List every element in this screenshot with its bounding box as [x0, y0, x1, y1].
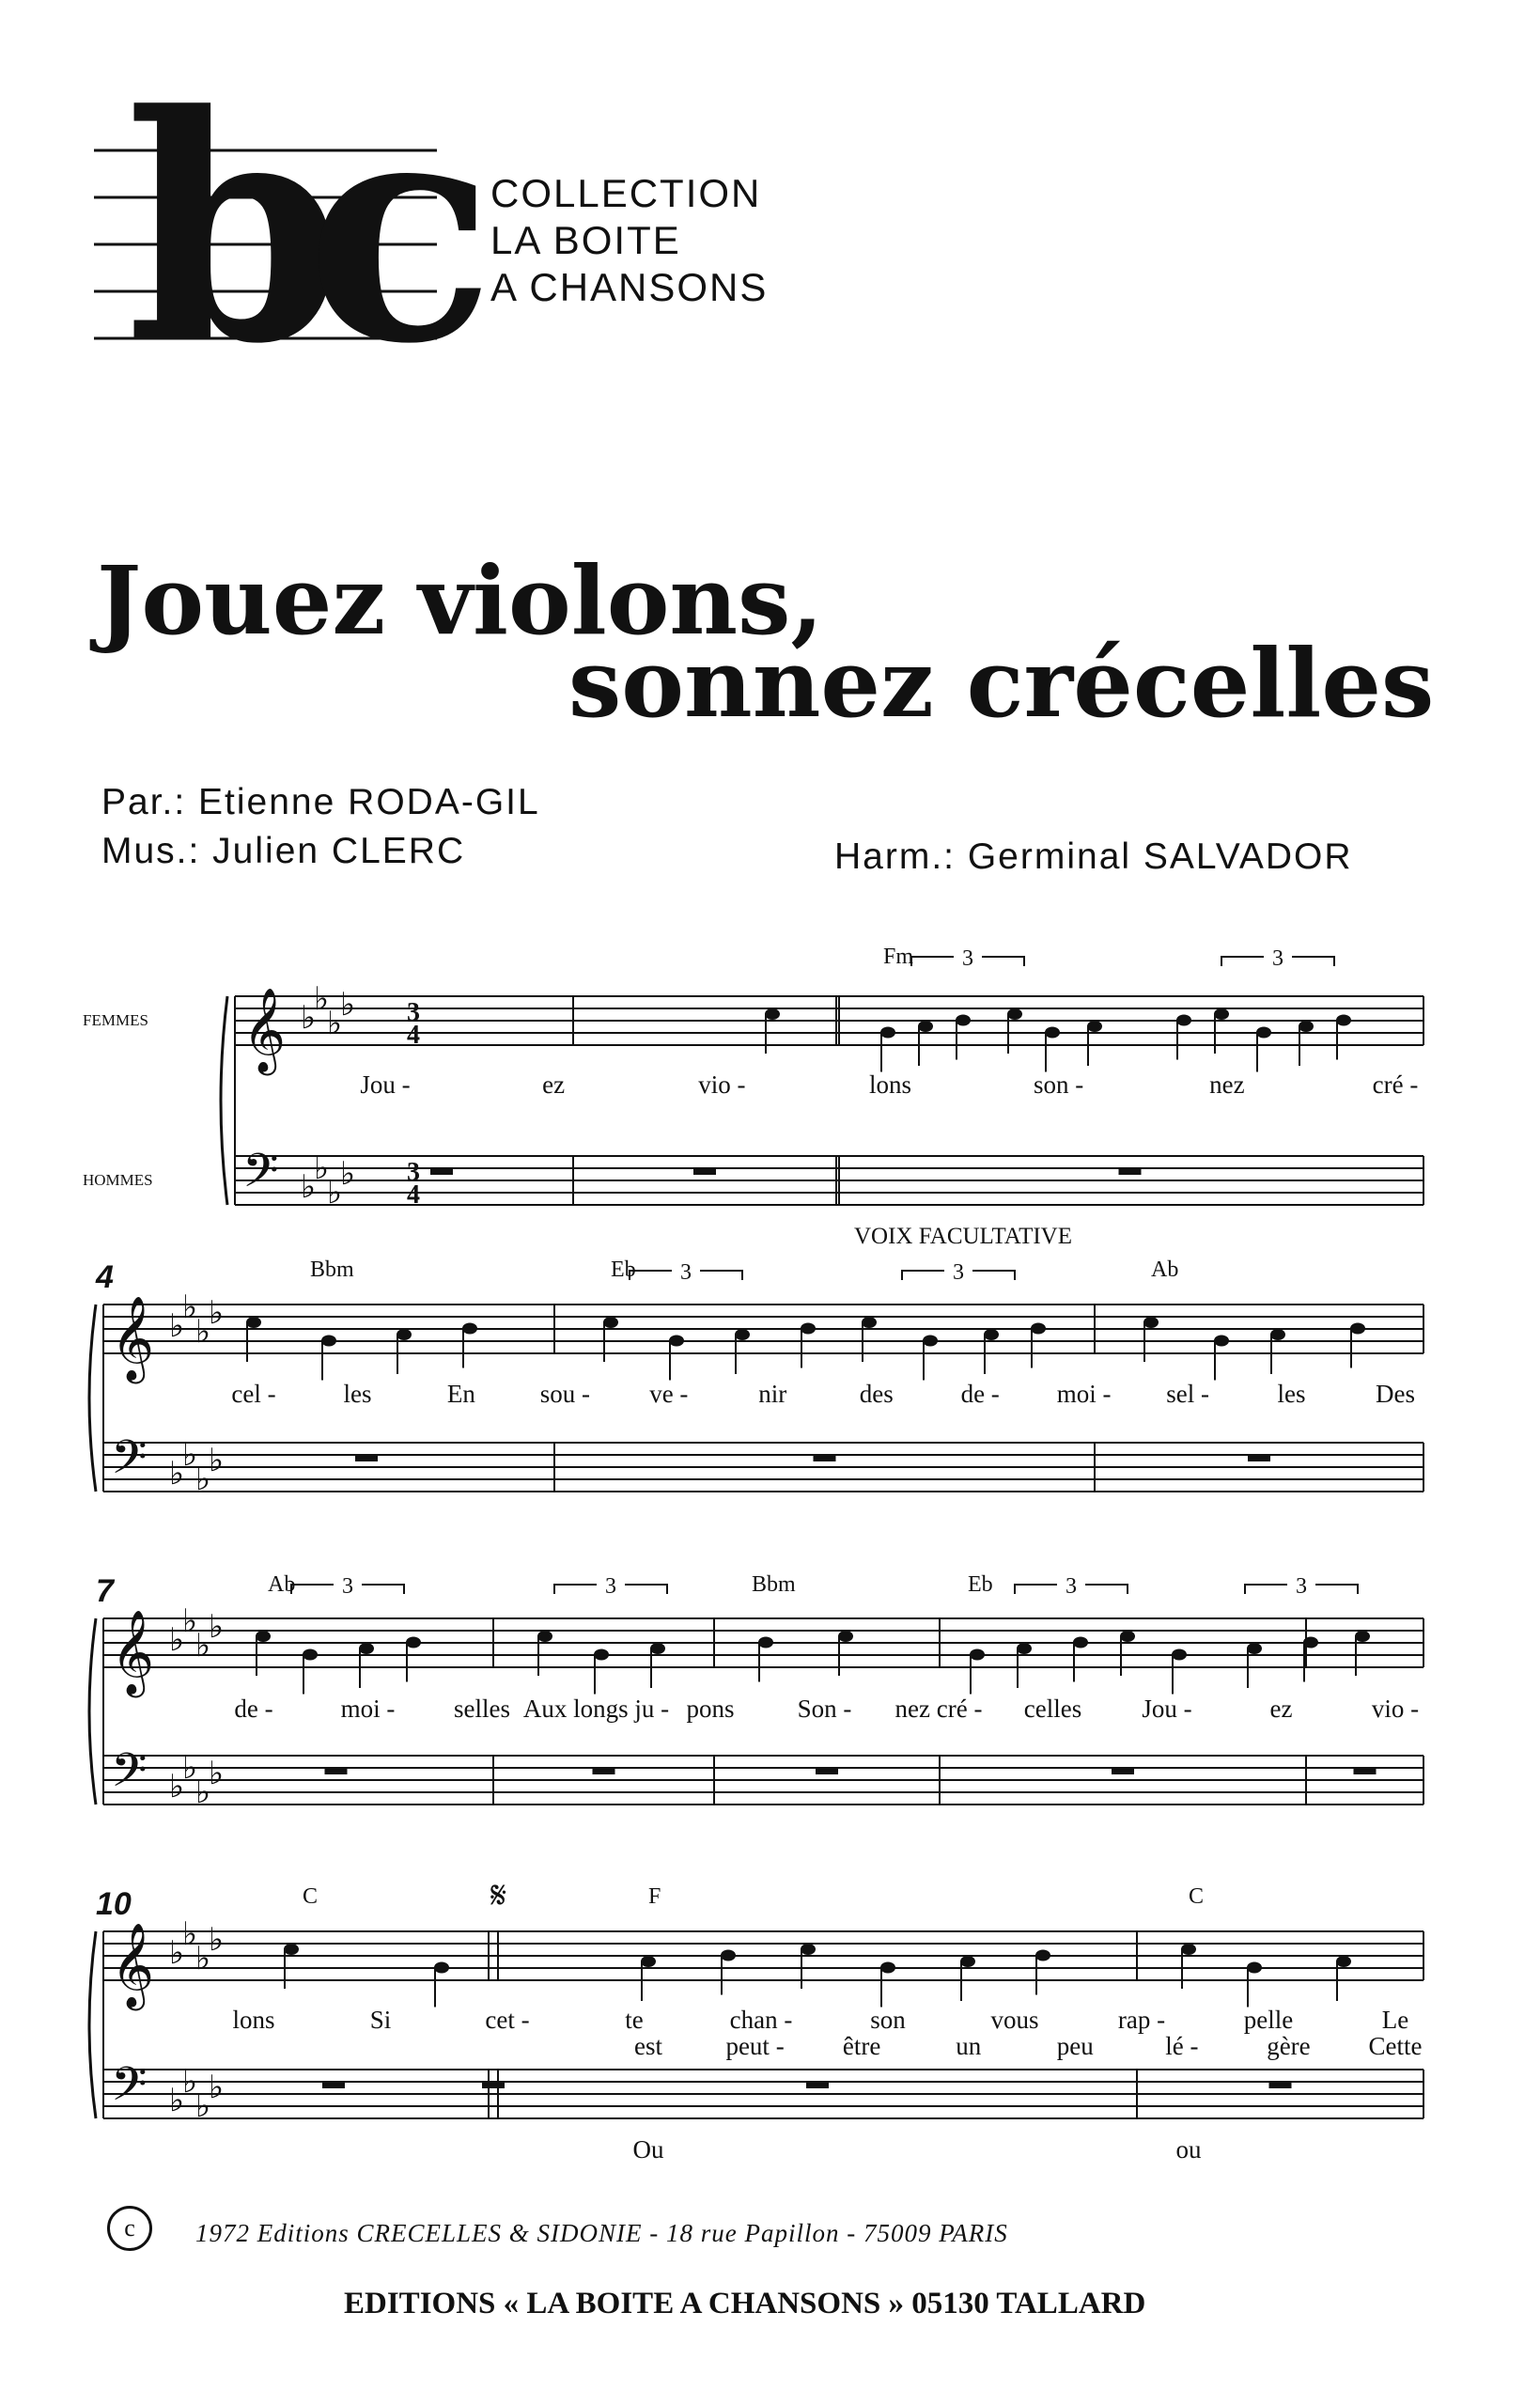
- notehead: [880, 1962, 895, 1974]
- whole-rest: [1354, 1768, 1377, 1774]
- notehead: [359, 1643, 374, 1654]
- lyric-syllable: selles: [454, 1695, 510, 1723]
- lyric-syllable: sou -: [539, 1380, 590, 1408]
- arranger-credit: Harm.: Germinal SALVADOR: [834, 836, 1353, 877]
- notehead: [1336, 1015, 1351, 1026]
- notehead: [321, 1336, 336, 1347]
- whole-rest: [816, 1768, 838, 1774]
- notehead: [603, 1317, 618, 1328]
- chord-symbol: Bbm: [752, 1572, 796, 1597]
- lyric-syllable: les: [343, 1380, 372, 1408]
- chord-symbol: F: [648, 1884, 661, 1909]
- notehead: [1172, 1649, 1187, 1661]
- lyric-syllable: Son -: [797, 1695, 852, 1723]
- lyric-syllable: nez cré -: [894, 1695, 983, 1723]
- notehead: [1214, 1336, 1229, 1347]
- measure-number: 4: [96, 1259, 114, 1295]
- lyric-syllable: nez: [1209, 1070, 1245, 1099]
- notehead: [801, 1323, 816, 1335]
- lyricist-credit: Par.: Etienne RODA-GIL: [101, 782, 540, 822]
- bass-clef-icon: 𝄢: [111, 1430, 148, 1496]
- bass-staff: [103, 1756, 1423, 1804]
- music-score: [0, 921, 1540, 2218]
- chord-symbol: C: [303, 1884, 319, 1909]
- lyric-syllable: vous: [990, 2006, 1039, 2034]
- treble-clef-icon: 𝄞: [111, 1610, 155, 1695]
- notehead: [641, 1956, 656, 1967]
- measure-number: 7: [96, 1573, 114, 1609]
- lyric-syllable-alt: lé -: [1165, 2032, 1199, 2060]
- lyric-syllable: pelle: [1243, 2006, 1294, 2034]
- flat-icon: ♭: [209, 2069, 225, 2106]
- lyric-syllable-alt: peut -: [725, 2032, 785, 2060]
- whole-rest: [325, 1768, 348, 1774]
- notehead: [650, 1643, 665, 1654]
- flat-icon: ♭: [327, 1005, 343, 1042]
- notehead: [1143, 1317, 1159, 1328]
- whole-rest: [814, 1455, 836, 1461]
- lyric-syllable: te: [625, 2006, 644, 2034]
- notehead: [1247, 1962, 1262, 1974]
- voix-facultative-label: VOIX FACULTATIVE: [853, 1224, 1073, 1249]
- whole-rest: [430, 1168, 453, 1175]
- flat-icon: ♭: [195, 1461, 211, 1498]
- lyric-syllable-alt: gère: [1267, 2032, 1311, 2060]
- notehead: [1073, 1637, 1088, 1648]
- bass-clef-icon: 𝄢: [242, 1144, 279, 1210]
- notehead: [1176, 1015, 1191, 1026]
- triplet-number: 3: [962, 946, 973, 971]
- notehead: [838, 1631, 853, 1642]
- lyric-syllable: des: [859, 1380, 894, 1408]
- triplet-number: 3: [953, 1260, 964, 1285]
- notehead: [303, 1649, 318, 1661]
- chord-symbol: Bbm: [310, 1258, 354, 1282]
- chord-symbol: Ab: [268, 1572, 296, 1597]
- lyric-syllable-alt: un: [956, 2032, 982, 2060]
- lyric-syllable: de -: [960, 1380, 1000, 1408]
- flat-icon: ♭: [169, 1455, 185, 1492]
- chord-symbol: Ab: [1151, 1258, 1179, 1282]
- time-signature-bottom: 4: [407, 1180, 420, 1210]
- notehead: [1355, 1631, 1370, 1642]
- flat-icon: ♭: [209, 1442, 225, 1479]
- flat-icon: ♭: [209, 1294, 225, 1332]
- lyric-syllable: de -: [234, 1695, 273, 1723]
- lyric-syllable: moi -: [1056, 1380, 1112, 1408]
- treble-staff: [103, 1931, 1423, 1980]
- system-brace: [89, 1931, 96, 2118]
- notehead: [923, 1336, 938, 1347]
- lyric-syllable: chan -: [729, 2006, 793, 2034]
- flat-icon: ♭: [327, 1174, 343, 1211]
- lyric-syllable: Jou -: [1142, 1695, 1192, 1723]
- lyric-syllable: moi -: [340, 1695, 396, 1723]
- triplet-number: 3: [1066, 1574, 1077, 1599]
- lyric-syllable: vio -: [1371, 1695, 1420, 1723]
- time-signature-top: 3: [407, 998, 420, 1027]
- chord-symbol: Fm: [883, 945, 914, 969]
- collection-line-2: LA BOITE: [490, 218, 681, 262]
- time-signature-bottom: 4: [407, 1021, 420, 1050]
- notehead: [406, 1637, 421, 1648]
- lyric-syllable: celles: [1023, 1695, 1082, 1723]
- voice-label-women: FEMMES: [83, 1011, 148, 1029]
- lyric-syllable: Aux longs ju -: [522, 1695, 670, 1723]
- logo-letters: bc: [127, 56, 458, 357]
- notehead: [256, 1631, 271, 1642]
- flat-icon: ♭: [182, 1436, 198, 1474]
- bass-lyric: Ou: [632, 2135, 664, 2164]
- whole-rest: [693, 1168, 716, 1175]
- notehead: [721, 1950, 736, 1961]
- lyric-syllable: Des: [1376, 1380, 1415, 1408]
- lyric-syllable: lons: [232, 2006, 275, 2034]
- notehead: [1270, 1329, 1285, 1340]
- notehead: [1120, 1631, 1135, 1642]
- notehead: [1087, 1021, 1102, 1032]
- notehead: [1299, 1021, 1314, 1032]
- notehead: [1017, 1643, 1032, 1654]
- flat-icon: ♭: [182, 1602, 198, 1640]
- flat-icon: ♭: [169, 1307, 185, 1345]
- bass-clef-icon: 𝄢: [111, 1743, 148, 1809]
- whole-rest: [1112, 1768, 1134, 1774]
- flat-icon: ♭: [169, 1934, 185, 1972]
- flat-icon: ♭: [195, 1627, 211, 1664]
- notehead: [1181, 1944, 1196, 1955]
- whole-rest: [355, 1455, 378, 1461]
- lyric-syllable-alt: est: [634, 2032, 662, 2060]
- flat-icon: ♭: [195, 2087, 211, 2125]
- notehead: [918, 1021, 933, 1032]
- flat-icon: ♭: [169, 2082, 185, 2119]
- lyric-syllable: ez: [542, 1070, 566, 1099]
- notehead: [1303, 1637, 1318, 1648]
- lyric-syllable-alt: être: [842, 2032, 881, 2060]
- lyric-syllable: son -: [1034, 1070, 1084, 1099]
- lyric-syllable: les: [1277, 1380, 1306, 1408]
- lyric-syllable: sel -: [1166, 1380, 1209, 1408]
- lyric-syllable: nir: [758, 1380, 787, 1408]
- measure-number: 10: [96, 1886, 132, 1922]
- lyric-syllable: pons: [686, 1695, 735, 1723]
- flat-icon: ♭: [340, 1155, 356, 1193]
- segno-icon: 𝄋: [490, 1874, 507, 1917]
- notehead: [1247, 1643, 1262, 1654]
- bass-clef-icon: 𝄢: [111, 2057, 148, 2123]
- lyric-syllable-alt: peu: [1056, 2032, 1094, 2060]
- notehead: [434, 1962, 449, 1974]
- flat-icon: ♭: [209, 1755, 225, 1792]
- whole-rest: [593, 1768, 615, 1774]
- chord-symbol: Eb: [611, 1258, 636, 1282]
- copyright-icon: c: [107, 2206, 152, 2251]
- treble-clef-icon: 𝄞: [111, 1923, 155, 2008]
- notehead: [1214, 1008, 1229, 1020]
- lyric-syllable: Si: [369, 2006, 392, 2034]
- lyric-syllable: Le: [1381, 2006, 1409, 2034]
- triplet-number: 3: [605, 1574, 616, 1599]
- treble-clef-icon: 𝄞: [242, 988, 287, 1072]
- collection-logo: [89, 56, 484, 357]
- flat-icon: ♭: [301, 1168, 317, 1206]
- notehead: [1007, 1008, 1022, 1020]
- song-title-line-1: Jouez violons,: [97, 545, 824, 656]
- notehead: [1256, 1027, 1271, 1039]
- notehead: [1336, 1956, 1351, 1967]
- notehead: [984, 1329, 999, 1340]
- publisher-line: EDITIONS « LA BOITE A CHANSONS » 05130 TALLARD: [344, 2287, 1146, 2320]
- bass-staff: [103, 1443, 1423, 1492]
- notehead: [765, 1008, 780, 1020]
- flat-icon: ♭: [195, 1773, 211, 1811]
- whole-rest: [322, 2082, 345, 2088]
- copyright-notice: 1972 Editions CRECELLES & SIDONIE - 18 rue Papillon - 75009 PARIS: [195, 2219, 1008, 2247]
- song-title-line-2: sonnez crécelles: [568, 628, 1435, 739]
- flat-icon: ♭: [314, 1149, 330, 1187]
- notehead: [1035, 1950, 1050, 1961]
- whole-rest: [1269, 2082, 1292, 2088]
- flat-icon: ♭: [195, 1313, 211, 1351]
- system-brace: [221, 996, 227, 1205]
- notehead: [758, 1637, 773, 1648]
- whole-rest: [1119, 1168, 1142, 1175]
- flat-icon: ♭: [209, 1608, 225, 1646]
- notehead: [735, 1329, 750, 1340]
- notehead: [284, 1944, 299, 1955]
- notehead: [397, 1329, 412, 1340]
- voice-label-men: HOMMES: [83, 1171, 153, 1189]
- notehead: [956, 1015, 971, 1026]
- lyric-syllable: vio -: [698, 1070, 746, 1099]
- notehead: [1350, 1323, 1365, 1335]
- triplet-number: 3: [342, 1574, 353, 1599]
- notehead: [594, 1649, 609, 1661]
- lyric-syllable: cet -: [485, 2006, 530, 2034]
- triplet-number: 3: [680, 1260, 692, 1285]
- notehead: [801, 1944, 816, 1955]
- collection-line-1: COLLECTION: [490, 171, 762, 215]
- triplet-number: 3: [1296, 1574, 1307, 1599]
- flat-icon: ♭: [301, 999, 317, 1037]
- notehead: [1045, 1027, 1060, 1039]
- lyric-syllable: son: [870, 2006, 906, 2034]
- lyric-syllable: rap -: [1117, 2006, 1166, 2034]
- triplet-number: 3: [1272, 946, 1283, 971]
- flat-icon: ♭: [169, 1621, 185, 1659]
- bass-lyric: ou: [1175, 2135, 1202, 2164]
- notehead: [246, 1317, 261, 1328]
- chord-symbol: Eb: [968, 1572, 993, 1597]
- lyric-syllable: cel -: [231, 1380, 276, 1408]
- notehead: [862, 1317, 877, 1328]
- lyric-syllable-alt: Cette: [1368, 2032, 1423, 2060]
- lyric-syllable: ez: [1269, 1695, 1293, 1723]
- notehead: [970, 1649, 985, 1661]
- system-brace: [89, 1305, 96, 1492]
- flat-icon: ♭: [169, 1768, 185, 1805]
- treble-clef-icon: 𝄞: [111, 1296, 155, 1381]
- notehead: [1031, 1323, 1046, 1335]
- flat-icon: ♭: [209, 1921, 225, 1959]
- notehead: [960, 1956, 975, 1967]
- lyric-syllable: ve -: [649, 1380, 689, 1408]
- flat-icon: ♭: [182, 1749, 198, 1787]
- treble-staff: [103, 1305, 1423, 1353]
- flat-icon: ♭: [314, 980, 330, 1018]
- whole-rest: [806, 2082, 829, 2088]
- lyric-syllable: lons: [868, 1070, 912, 1099]
- lyric-syllable: Jou -: [360, 1070, 411, 1099]
- system-brace: [89, 1618, 96, 1804]
- bass-staff: [103, 2070, 1423, 2118]
- flat-icon: ♭: [340, 986, 356, 1023]
- lyric-syllable: En: [446, 1380, 475, 1408]
- flat-icon: ♭: [182, 2063, 198, 2101]
- notehead: [537, 1631, 552, 1642]
- whole-rest: [1248, 1455, 1270, 1461]
- chord-symbol: C: [1189, 1884, 1205, 1909]
- whole-rest: [482, 2082, 505, 2088]
- lyric-syllable: cré -: [1372, 1070, 1419, 1099]
- flat-icon: ♭: [182, 1915, 198, 1953]
- notehead: [462, 1323, 477, 1335]
- flat-icon: ♭: [195, 1940, 211, 1977]
- notehead: [669, 1336, 684, 1347]
- collection-line-3: A CHANSONS: [490, 265, 769, 309]
- composer-credit: Mus.: Julien CLERC: [101, 831, 466, 871]
- time-signature-top: 3: [407, 1158, 420, 1187]
- notehead: [880, 1027, 895, 1039]
- flat-icon: ♭: [182, 1289, 198, 1326]
